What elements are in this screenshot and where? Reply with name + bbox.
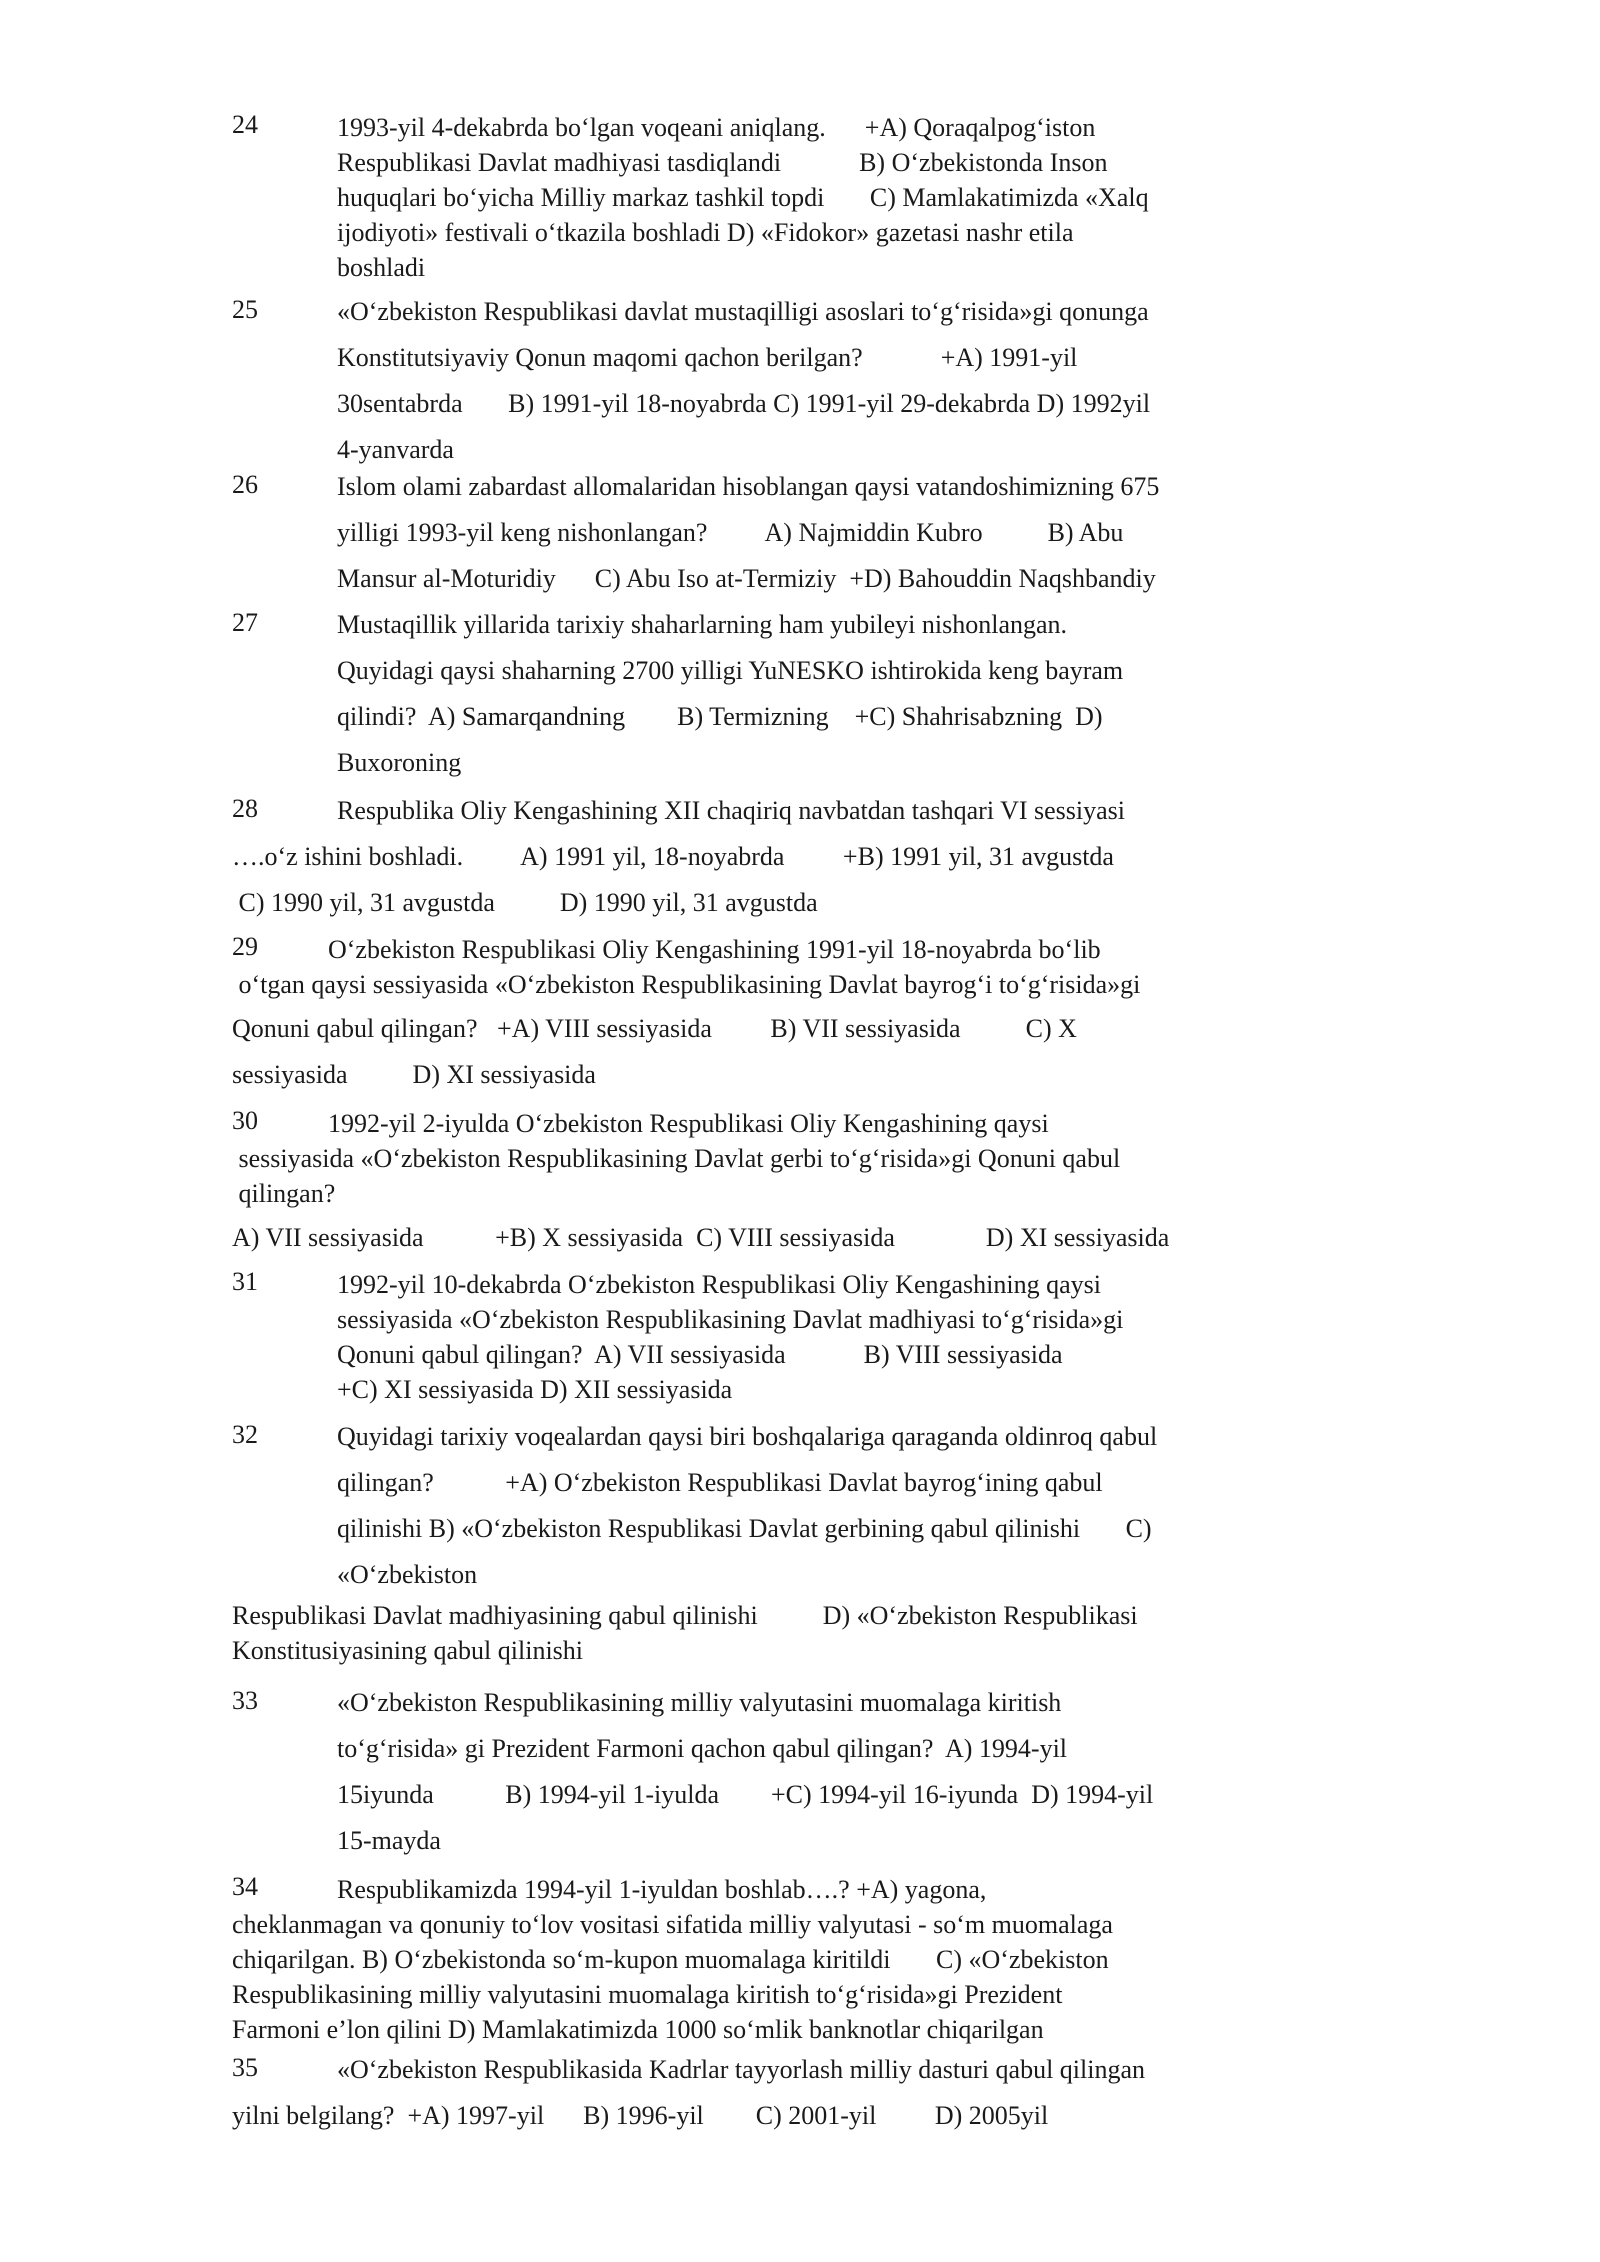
question-number: 29: [232, 932, 258, 961]
text-line: A) VII sessiyasida +B) X sessiyasida C) VIII sessiyasida D) XI sessiyasida: [232, 1223, 1170, 1252]
question-24: [337, 110, 1237, 285]
text-line: Konstitusiyasining qabul qilinishi: [232, 1636, 584, 1665]
text-line: boshladi: [337, 253, 426, 282]
text-line: cheklanmagan va qonuniy to‘lov vositasi sifatida milliy valyutasi - so‘m muomalaga: [232, 1910, 1113, 1939]
text-line: Quyidagi qaysi shaharning 2700 yilligi YuNESKO ishtirokida keng bayram: [337, 656, 1124, 685]
text-line: O‘zbekiston Respublikasi Oliy Kengashining 1991-yil 18-noyabrda bo‘lib: [328, 935, 1101, 964]
text-line: 1992-yil 10-dekabrda O‘zbekiston Respublikasi Oliy Kengashining qaysi: [337, 1270, 1101, 1299]
question-number: 27: [232, 608, 258, 637]
text-line: +C) XI sessiyasida D) XII sessiyasida: [337, 1375, 733, 1404]
question-29-answers: [232, 1006, 1272, 1098]
question-30: [328, 1106, 1228, 1141]
text-line: Mustaqillik yillarida tarixiy shaharlarning ham yubileyi nishonlangan.: [337, 610, 1068, 639]
question-number: 32: [232, 1420, 258, 1449]
question-number: 25: [232, 295, 258, 324]
text-line: Konstitutsiyaviy Qonun maqomi qachon berilgan? +A) 1991-yil: [337, 343, 1078, 372]
text-line: Respublikasi Davlat madhiyasi tasdiqlandi B) O‘zbekistonda Inson: [337, 148, 1108, 177]
question-30-answers: [232, 1220, 1272, 1255]
text-line: «O‘zbekiston Respublikasining milliy valyutasini muomalaga kiritish: [337, 1688, 1062, 1717]
text-line: qilinishi B) «O‘zbekiston Respublikasi Davlat gerbining qabul qilinishi C): [337, 1514, 1152, 1543]
text-line: sessiyasida «O‘zbekiston Respublikasining Davlat gerbi to‘g‘risida»gi Qonuni qabul: [232, 1144, 1121, 1173]
text-line: chiqarilgan. B) O‘zbekistonda so‘m-kupon muomalaga kiritildi C) «O‘zbekiston: [232, 1945, 1109, 1974]
question-number: 24: [232, 110, 258, 139]
question-number: 28: [232, 794, 258, 823]
text-line: Respublikamizda 1994-yil 1-iyuldan boshlab….? +A) yagona,: [337, 1875, 987, 1904]
text-line: to‘g‘risida» gi Prezident Farmoni qachon qabul qilingan? A) 1994-yil: [337, 1734, 1068, 1763]
text-line: o‘tgan qaysi sessiyasida «O‘zbekiston Respublikasining Davlat bayrog‘i to‘g‘risida»gi: [232, 970, 1141, 999]
question-number: 26: [232, 470, 258, 499]
text-line: Respublikasi Davlat madhiyasining qabul qilinishi D) «O‘zbekiston Respublikasi: [232, 1601, 1138, 1630]
question-32-continued: [232, 1598, 1272, 1668]
question-35-continued: [232, 2093, 1272, 2139]
text-line: 15-mayda: [337, 1826, 441, 1855]
question-number: 34: [232, 1872, 258, 1901]
question-number: 35: [232, 2053, 258, 2082]
question-number: 30: [232, 1106, 258, 1135]
text-line: 1993-yil 4-dekabrda bo‘lgan voqeani aniqlang. +A) Qoraqalpog‘iston: [337, 113, 1096, 142]
text-line: Buxoroning: [337, 748, 462, 777]
question-26: [337, 464, 1237, 602]
text-line: 4-yanvarda: [337, 435, 454, 464]
question-32: [337, 1414, 1237, 1598]
text-line: yilni belgilang? +A) 1997-yil B) 1996-yil C) 2001-yil D) 2005yil: [232, 2101, 1049, 2130]
question-28-continued: [232, 834, 1272, 926]
question-number: 31: [232, 1267, 258, 1296]
text-line: Respublikasining milliy valyutasini muomalaga kiritish to‘g‘risida»gi Prezident: [232, 1980, 1063, 2009]
text-line: «O‘zbekiston: [337, 1560, 478, 1589]
text-line: 15iyunda B) 1994-yil 1-iyulda +C) 1994-yil 16-iyunda D) 1994-yil: [337, 1780, 1154, 1809]
text-line: Quyidagi tarixiy voqealardan qaysi biri boshqalariga qaraganda oldinroq qabul: [337, 1422, 1158, 1451]
text-line: sessiyasida «O‘zbekiston Respublikasining Davlat madhiyasi to‘g‘risida»gi: [337, 1305, 1124, 1334]
question-number: 33: [232, 1686, 258, 1715]
text-line: ijodiyoti» festivali o‘tkazila boshladi D) «Fidokor» gazetasi nashr etila: [337, 218, 1074, 247]
text-line: huquqlari bo‘yicha Milliy markaz tashkil topdi C) Mamlakatimizda «Xalq: [337, 183, 1149, 212]
text-line: ….o‘z ishini boshladi. A) 1991 yil, 18-noyabrda +B) 1991 yil, 31 avgustda: [232, 842, 1114, 871]
question-29: [328, 932, 1228, 967]
text-line: yilligi 1993-yil keng nishonlangan? A) Najmiddin Kubro B) Abu: [337, 518, 1124, 547]
text-line: «O‘zbekiston Respublikasi davlat mustaqilligi asoslari to‘g‘risida»gi qonunga: [337, 297, 1149, 326]
text-line: Mansur al-Moturidiy C) Abu Iso at-Termiziy +D) Bahouddin Naqshbandiy: [337, 564, 1156, 593]
question-34: [337, 1872, 1237, 1907]
question-30-continued: [232, 1141, 1272, 1211]
question-25: [337, 289, 1237, 473]
text-line: qilingan?: [232, 1179, 336, 1208]
question-31: [337, 1267, 1237, 1407]
text-line: sessiyasida D) XI sessiyasida: [232, 1060, 596, 1089]
text-line: Farmoni e’lon qilini D) Mamlakatimizda 1000 so‘mlik banknotlar chiqarilgan: [232, 2015, 1044, 2044]
text-line: qilindi? A) Samarqandning B) Termizning +C) Shahrisabzning D): [337, 702, 1103, 731]
text-line: C) 1990 yil, 31 avgustda D) 1990 yil, 31 avgustda: [232, 888, 818, 917]
text-line: Islom olami zabardast allomalaridan hisoblangan qaysi vatandoshimizning 675: [337, 472, 1160, 501]
text-line: Qonuni qabul qilingan? A) VII sessiyasida B) VIII sessiyasida: [337, 1340, 1063, 1369]
question-35: [337, 2047, 1237, 2093]
question-27: [337, 602, 1237, 786]
text-line: Qonuni qabul qilingan? +A) VIII sessiyasida B) VII sessiyasida C) X: [232, 1014, 1077, 1043]
text-line: qilingan? +A) O‘zbekiston Respublikasi Davlat bayrog‘ining qabul: [337, 1468, 1103, 1497]
question-33: [337, 1680, 1237, 1864]
text-line: «O‘zbekiston Respublikasida Kadrlar tayyorlash milliy dasturi qabul qilingan: [337, 2055, 1146, 2084]
question-34-continued: [232, 1907, 1272, 2047]
text-line: Respublika Oliy Kengashining XII chaqiriq navbatdan tashqari VI sessiyasi: [337, 796, 1126, 825]
text-line: 30sentabrda B) 1991-yil 18-noyabrda C) 1991-yil 29-dekabrda D) 1992yil: [337, 389, 1151, 418]
question-29-continued: [232, 967, 1272, 1002]
text-line: 1992-yil 2-iyulda O‘zbekiston Respublikasi Oliy Kengashining qaysi: [328, 1109, 1049, 1138]
question-28: [337, 788, 1237, 834]
